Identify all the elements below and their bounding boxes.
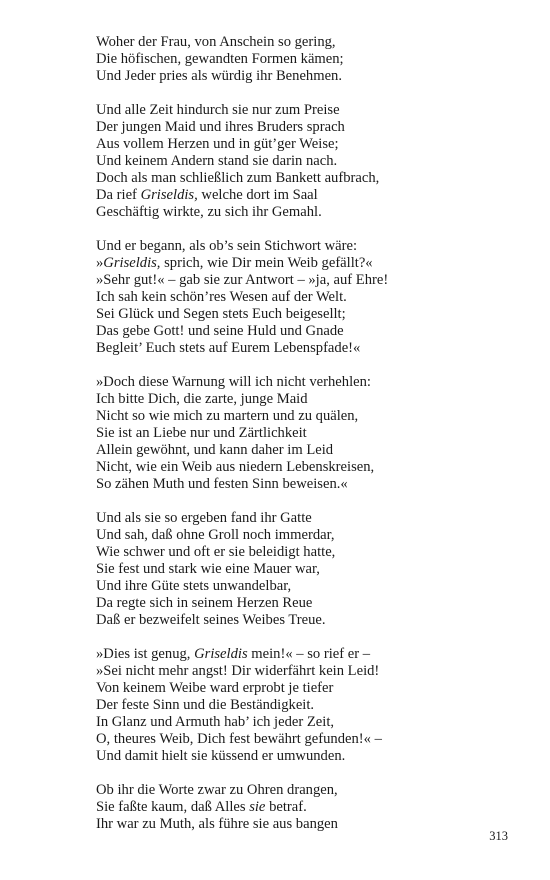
verse-line: Nicht so wie mich zu martern und zu quälen, [96, 408, 359, 424]
verse-line: »Sei nicht mehr angst! Dir widerfährt kein Leid! [96, 663, 380, 679]
verse-line: Ich sah kein schön’res Wesen auf der Welt. [96, 289, 347, 305]
verse-line: Und ihre Güte stets unwandelbar, [96, 578, 292, 594]
verse-line: Und damit hielt sie küssend er umwunden. [96, 748, 346, 764]
stanza-7 [96, 782, 526, 833]
verse-line: »Doch diese Warnung will ich nicht verhehlen: [96, 374, 371, 390]
verse-line: So zähen Muth und festen Sinn beweisen.« [96, 476, 348, 492]
verse-line: Und er begann, als ob’s sein Stichwort wäre: [96, 238, 358, 254]
verse-line: Der feste Sinn und die Beständigkeit. [96, 697, 315, 713]
verse-line: Und keinem Andern stand sie darin nach. [96, 153, 338, 169]
verse-line: »Dies ist genug, Griseldis mein!« – so rief er – [96, 646, 371, 662]
verse-line: Ich bitte Dich, die zarte, junge Maid [96, 391, 308, 407]
verse-line: Allein gewöhnt, und kann daher im Leid [96, 442, 334, 458]
verse-line: Wie schwer und oft er sie beleidigt hatte, [96, 544, 336, 560]
verse-line: Ihr war zu Muth, als führe sie aus bangen [96, 816, 338, 832]
verse-line: Da rief Griseldis, welche dort im Saal [96, 187, 318, 203]
stanza-2 [96, 102, 526, 221]
verse-line: Doch als man schließlich zum Bankett aufbrach, [96, 170, 380, 186]
verse-line: Das gebe Gott! und seine Huld und Gnade [96, 323, 344, 339]
stanza-5 [96, 510, 526, 629]
verse-line: Begleit’ Euch stets auf Eurem Lebenspfade!« [96, 340, 361, 356]
stanza-4 [96, 374, 526, 493]
verse-line: In Glanz und Armuth hab’ ich jeder Zeit, [96, 714, 335, 730]
verse-line: Sei Glück und Segen stets Euch beigesellt; [96, 306, 346, 322]
poem-page [96, 34, 526, 850]
verse-line: Und sah, daß ohne Groll noch immerdar, [96, 527, 335, 543]
verse-line: »Sehr gut!« – gab sie zur Antwort – »ja, auf Ehre! [96, 272, 389, 288]
verse-line: Von keinem Weibe ward erprobt je tiefer [96, 680, 334, 696]
stanza-1 [96, 34, 526, 85]
verse-line: Und alle Zeit hindurch sie nur zum Preise [96, 102, 340, 118]
verse-line: Und Jeder pries als würdig ihr Benehmen. [96, 68, 343, 84]
verse-line: Geschäftig wirkte, zu sich ihr Gemahl. [96, 204, 322, 220]
verse-line: Daß er bezweifelt seines Weibes Treue. [96, 612, 326, 628]
verse-line: Sie fest und stark wie eine Mauer war, [96, 561, 320, 577]
verse-line: »Griseldis, sprich, wie Dir mein Weib gefällt?« [96, 255, 373, 271]
verse-line: Nicht, wie ein Weib aus niedern Lebenskreisen, [96, 459, 375, 475]
stanza-6 [96, 646, 526, 765]
verse-line: Sie ist an Liebe nur und Zärtlichkeit [96, 425, 307, 441]
verse-line: Ob ihr die Worte zwar zu Ohren drangen, [96, 782, 338, 798]
page-number: 313 [489, 829, 508, 843]
verse-line: Sie faßte kaum, daß Alles sie betraf. [96, 799, 307, 815]
verse-line: Der jungen Maid und ihres Bruders sprach [96, 119, 345, 135]
verse-line: Aus vollem Herzen und in güt’ger Weise; [96, 136, 339, 152]
verse-line: Woher der Frau, von Anschein so gering, [96, 34, 336, 50]
verse-line: Da regte sich in seinem Herzen Reue [96, 595, 313, 611]
stanza-3 [96, 238, 526, 357]
verse-line: Die höfischen, gewandten Formen kämen; [96, 51, 344, 67]
verse-line: O, theures Weib, Dich fest bewährt gefunden!« – [96, 731, 382, 747]
verse-line: Und als sie so ergeben fand ihr Gatte [96, 510, 312, 526]
